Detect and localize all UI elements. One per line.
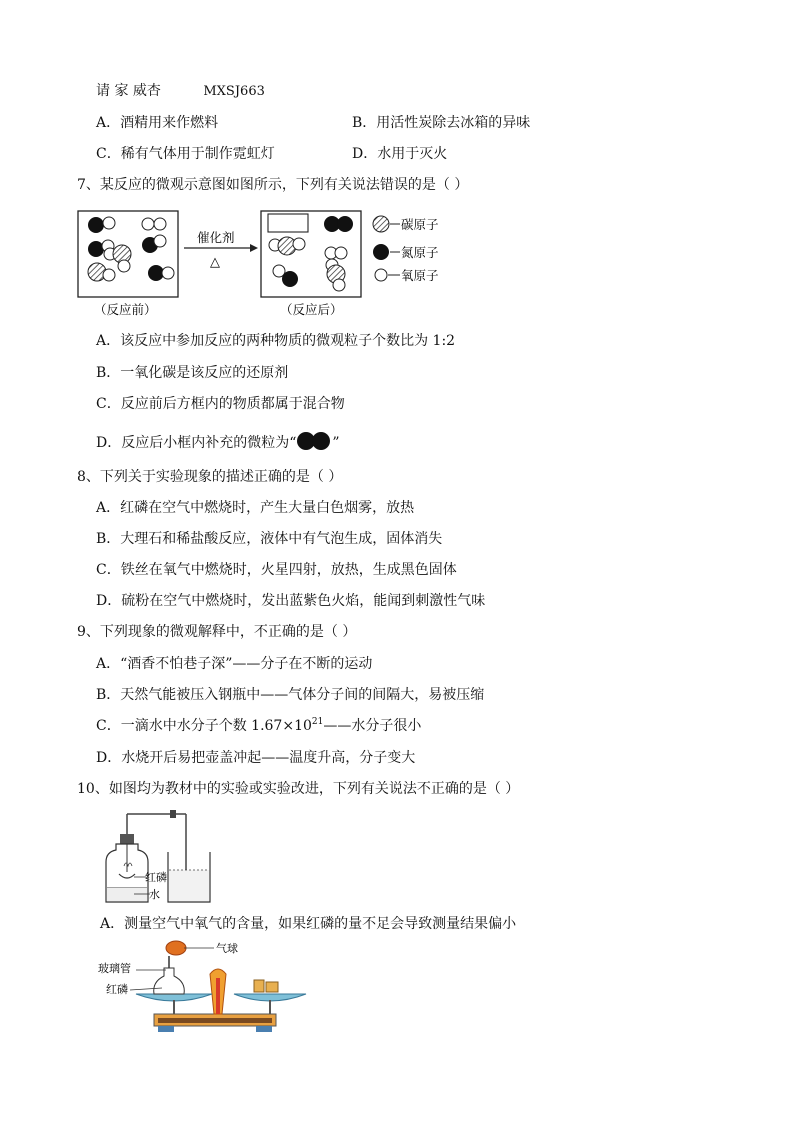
legend-carbon: 碳原子 (401, 217, 439, 232)
q6-option-b: B．用活性炭除去冰箱的异味 (352, 115, 531, 131)
q7-reaction-figure (76, 207, 476, 319)
blank-small-box (268, 214, 308, 232)
q9-option-d: D．水烧开后易把壶盖冲起——温度升高，分子变大 (96, 750, 416, 766)
fig2-label-glass-tube: 玻璃管 (98, 962, 131, 975)
q7-option-b: B．一氧化碳是该反应的还原剂 (96, 365, 289, 381)
legend-nitrogen: 氮原子 (401, 245, 439, 260)
q9-option-b: B．天然气能被压入钢瓶中——气体分子间的间隔大，易被压缩 (96, 687, 485, 703)
q9-option-c-prefix: C．一滴水中水分子个数 1.67×10 (96, 718, 312, 734)
q7-stem: 7、某反应的微观示意图如图所示，下列有关说法错误的是（ ） (77, 177, 469, 193)
q6-option-d: D．水用于灭火 (352, 146, 448, 162)
q6-option-c: C．稀有气体用于制作霓虹灯 (96, 146, 275, 162)
fig2-label-balloon: 气球 (216, 942, 238, 955)
q7-option-c: C．反应前后方框内的物质都属于混合物 (96, 396, 345, 412)
fig1-label-water: 水 (149, 888, 160, 901)
q7-option-d-prefix: D．反应后小框内补充的微粒为“ (96, 435, 297, 451)
q9-option-c (96, 717, 421, 737)
n2-molecule-icon (296, 431, 332, 451)
q10-figure-oxygen-apparatus (102, 808, 222, 904)
header-code: MXSJ663 (203, 84, 265, 99)
header-text (96, 82, 265, 101)
q8-option-a: A．红磷在空气中燃烧时，产生大量白色烟雾，放热 (96, 500, 415, 516)
fig1-label-phosphorus: 红磷 (145, 871, 167, 884)
q6-option-a: A．酒精用来作燃料 (96, 115, 219, 131)
q9-option-c-suffix: ——水分子很小 (323, 718, 422, 734)
q10-option-a: A．测量空气中氧气的含量，如果红磷的量不足会导致测量结果偏小 (100, 916, 517, 932)
before-label: （反应前） (94, 302, 157, 317)
after-label: （反应后） (280, 302, 343, 317)
q7-option-d (96, 431, 340, 452)
q9-option-a: A．“酒香不怕巷子深”——分子在不断的运动 (96, 656, 373, 672)
q10-figure-balance-apparatus (96, 938, 316, 1038)
legend-oxygen-icon (375, 269, 387, 281)
heat-symbol: △ (210, 255, 220, 270)
q8-option-c: C．铁丝在氧气中燃烧时，火星四射，放热，生成黑色固体 (96, 562, 457, 578)
q9-option-c-exponent: 21 (311, 717, 324, 727)
q9-stem: 9、下列现象的微观解释中，不正确的是（ ） (77, 624, 357, 640)
header-chinese: 请 家 威杏 (96, 83, 161, 99)
legend-carbon-icon (373, 216, 389, 232)
q7-option-a: A．该反应中参加反应的两种物质的微观粒子个数比为 1:2 (96, 333, 456, 349)
q10-stem: 10、如图均为教材中的实验或实验改进，下列有关说法不正确的是（ ） (77, 781, 520, 797)
q7-option-d-suffix: ” (332, 435, 340, 451)
legend-nitrogen-icon (373, 244, 389, 260)
legend-oxygen: 氧原子 (401, 268, 439, 283)
q8-option-d: D．硫粉在空气中燃烧时，发出蓝紫色火焰，能闻到刺激性气味 (96, 593, 486, 609)
q8-option-b: B．大理石和稀盐酸反应，液体中有气泡生成，固体消失 (96, 531, 443, 547)
q8-stem: 8、下列关于实验现象的描述正确的是（ ） (77, 469, 343, 485)
fig2-label-phosphorus: 红磷 (106, 983, 128, 996)
catalyst-label: 催化剂 (197, 230, 235, 245)
